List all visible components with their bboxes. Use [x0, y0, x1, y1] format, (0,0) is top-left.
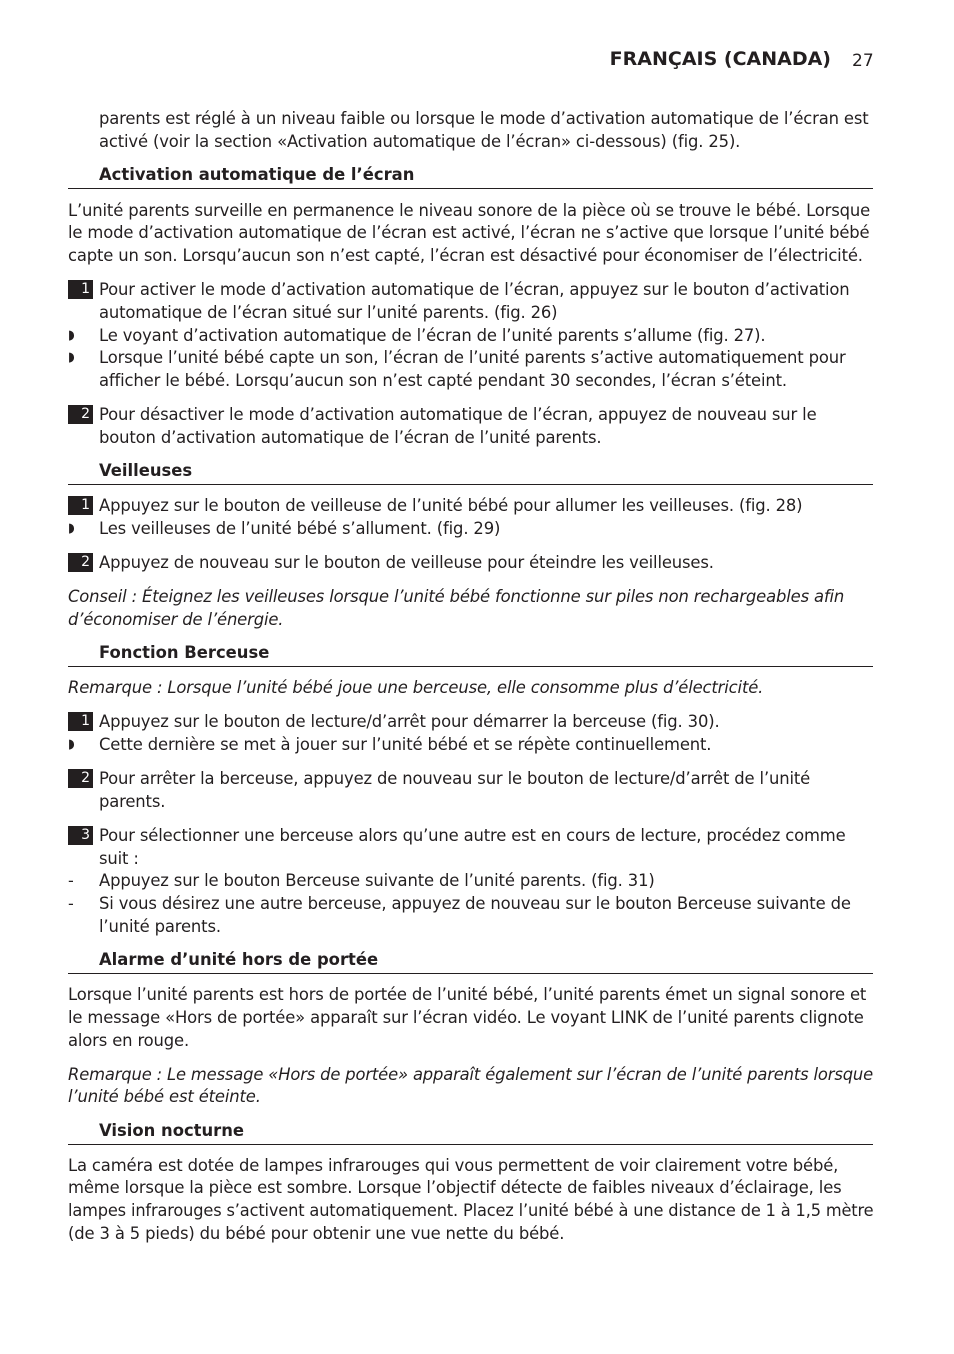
bullet-text: Le voyant d’activation automatique de l’écran de l’unité parents s’allume (fig. 27). — [99, 326, 766, 345]
section-divider — [68, 188, 873, 189]
section-divider — [68, 973, 873, 974]
section-heading-out-of-range: Alarme d’unité hors de portée — [99, 950, 379, 969]
paragraph-line: (de 3 à 5 pieds) du bébé pour obtenir une vue nette du bébé. — [68, 1224, 565, 1243]
step-text: Appuyez sur le bouton de lecture/d’arrêt pour démarrer la berceuse (fig. 30). — [99, 712, 720, 731]
step-text: bouton d’activation automatique de l’écran de l’unité parents. — [99, 428, 602, 447]
tip-line: d’économiser de l’énergie. — [68, 610, 284, 629]
section-heading-lullaby: Fonction Berceuse — [99, 643, 270, 662]
intro-line: parents est réglé à un niveau faible ou lorsque le mode d’activation automatique de l’écran est — [99, 109, 869, 128]
bullet-marker: ◗ — [68, 521, 75, 536]
note-line: l’unité bébé est éteinte. — [68, 1087, 261, 1106]
section-heading-night-vision: Vision nocturne — [99, 1121, 245, 1140]
paragraph-line: L’unité parents surveille en permanence le niveau sonore de la pièce où se trouve le bébé. Lorsque — [68, 201, 871, 220]
step-text: Pour arrêter la berceuse, appuyez de nouveau sur le bouton de lecture/d’arrêt de l’unité — [99, 769, 811, 788]
bullet-text: Lorsque l’unité bébé capte un son, l’écran de l’unité parents s’active automatiquement pour — [99, 348, 846, 367]
step-text: suit : — [99, 849, 139, 868]
step-text: Appuyez de nouveau sur le bouton de veilleuse pour éteindre les veilleuses. — [99, 553, 714, 572]
section-divider — [68, 1144, 873, 1145]
step-number-badge: 2 — [68, 553, 93, 572]
page-header-language: FRANÇAIS (CANADA) — [609, 48, 831, 70]
step-number-badge: 1 — [68, 496, 93, 515]
step-number-badge: 2 — [68, 405, 93, 424]
paragraph-line: lampes infrarouges s’activent automatiquement. Placez l’unité bébé à une distance de 1 à 1,5 mètre — [68, 1201, 874, 1220]
section-heading-auto-screen: Activation automatique de l’écran — [99, 165, 415, 184]
step-text: Pour sélectionner une berceuse alors qu’une autre est en cours de lecture, procédez comme — [99, 826, 846, 845]
bullet-text: Cette dernière se met à jouer sur l’unité bébé et se répète continuellement. — [99, 735, 712, 754]
section-divider — [68, 666, 873, 667]
page-number: 27 — [852, 51, 874, 71]
bullet-marker: ◗ — [68, 737, 75, 752]
step-text: Pour désactiver le mode d’activation automatique de l’écran, appuyez de nouveau sur le — [99, 405, 817, 424]
bullet-text: Les veilleuses de l’unité bébé s’allument. (fig. 29) — [99, 519, 501, 538]
tip-line: Conseil : Éteignez les veilleuses lorsque l’unité bébé fonctionne sur piles non rechargeables afin — [68, 587, 845, 606]
step-number-badge: 2 — [68, 769, 93, 788]
paragraph-line: Lorsque l’unité parents est hors de portée de l’unité bébé, l’unité parents émet un signal sonore et — [68, 985, 867, 1004]
paragraph-line: capte un son. Lorsqu’aucun son n’est capté, l’écran est désactivé pour économiser de l’électricité. — [68, 246, 863, 265]
dash-marker: - — [68, 871, 74, 890]
dash-item-text: l’unité parents. — [99, 917, 221, 936]
section-divider — [68, 484, 873, 485]
paragraph-line: alors en rouge. — [68, 1031, 190, 1050]
bullet-text: afficher le bébé. Lorsqu’aucun son n’est capté pendant 30 secondes, l’écran s’éteint. — [99, 371, 787, 390]
step-text: Pour activer le mode d’activation automatique de l’écran, appuyez sur le bouton d’activation — [99, 280, 850, 299]
intro-line: activé (voir la section «Activation automatique de l’écran» ci-dessous) (fig. 25). — [99, 132, 741, 151]
step-text: Appuyez sur le bouton de veilleuse de l’unité bébé pour allumer les veilleuses. (fig. 28) — [99, 496, 803, 515]
dash-item-text: Si vous désirez une autre berceuse, appuyez de nouveau sur le bouton Berceuse suivante de — [99, 894, 851, 913]
step-number-badge: 3 — [68, 826, 93, 845]
bullet-marker: ◗ — [68, 328, 75, 343]
note-line: Remarque : Lorsque l’unité bébé joue une berceuse, elle consomme plus d’électricité. — [68, 678, 764, 697]
paragraph-line: le mode d’activation automatique de l’écran est activé, l’écran ne s’active que lorsque l’unité bébé — [68, 223, 870, 242]
bullet-marker: ◗ — [68, 350, 75, 365]
step-text: parents. — [99, 792, 166, 811]
step-text: automatique de l’écran situé sur l’unité parents. (fig. 26) — [99, 303, 558, 322]
paragraph-line: le message «Hors de portée» apparaît sur l’écran vidéo. Le voyant LINK de l’unité parents clignote — [68, 1008, 864, 1027]
paragraph-line: La caméra est dotée de lampes infrarouges qui vous permettent de voir clairement votre bébé, — [68, 1156, 839, 1175]
step-number-badge: 1 — [68, 712, 93, 731]
paragraph-line: même lorsque la pièce est sombre. Lorsque l’objectif détecte de faibles niveaux d’éclairage, les — [68, 1178, 842, 1197]
note-line: Remarque : Le message «Hors de portée» apparaît également sur l’écran de l’unité parents lorsque — [68, 1065, 874, 1084]
dash-item-text: Appuyez sur le bouton Berceuse suivante de l’unité parents. (fig. 31) — [99, 871, 655, 890]
dash-marker: - — [68, 894, 74, 913]
section-heading-night-lights: Veilleuses — [99, 461, 193, 480]
step-number-badge: 1 — [68, 280, 93, 299]
